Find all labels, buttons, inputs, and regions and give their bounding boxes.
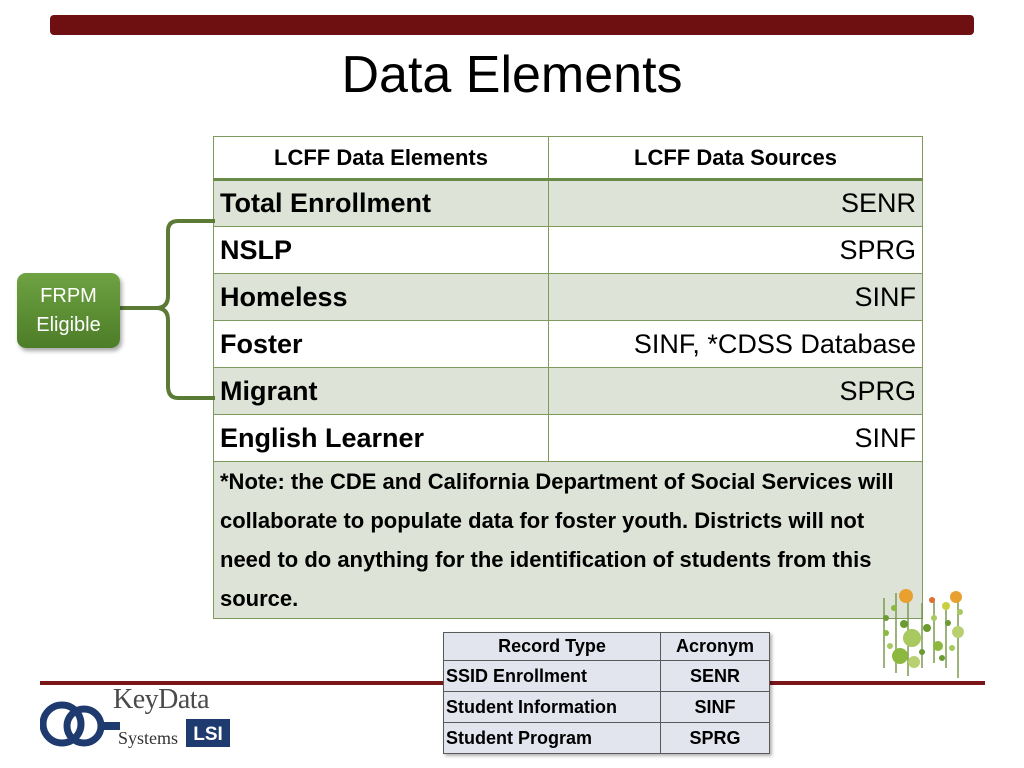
record-type-cell: SSID Enrollment (444, 661, 661, 692)
top-accent-bar (50, 15, 974, 35)
table-row (214, 274, 923, 321)
element-cell: English Learner (214, 415, 549, 462)
logo-subtitle: Systems (118, 728, 179, 748)
slide-title: Data Elements (341, 46, 683, 104)
acronym-cell: SENR (661, 661, 770, 692)
table-row (214, 368, 923, 415)
header-sources: LCFF Data Sources (549, 137, 923, 180)
header-elements: LCFF Data Elements (214, 137, 549, 180)
source-cell: SINF (549, 415, 923, 462)
foster-note: *Note: the CDE and California Department of Social Services will collaborate to populate data for foster youth. Districts will not need to do anything for the identification of students from this source. (214, 462, 923, 619)
table-row (444, 692, 770, 723)
record-type-cell: Student Program (444, 723, 661, 754)
table-row (444, 661, 770, 692)
element-cell: Total Enrollment (214, 180, 549, 227)
source-cell: SPRG (549, 227, 923, 274)
element-cell: Homeless (214, 274, 549, 321)
header-acronym: Acronym (661, 633, 770, 661)
frpm-eligible-badge (17, 273, 120, 348)
note-row (214, 462, 923, 619)
source-cell: SINF (549, 274, 923, 321)
record-type-table (443, 632, 770, 754)
table-row (214, 321, 923, 368)
element-cell: Foster (214, 321, 549, 368)
acronym-cell: SPRG (661, 723, 770, 754)
key-logo-icon (40, 688, 120, 760)
source-cell: SINF, *CDSS Database (549, 321, 923, 368)
acronym-cell: SINF (661, 692, 770, 723)
tree-decoration-icon (872, 588, 972, 683)
table-row (214, 227, 923, 274)
source-cell: SENR (549, 180, 923, 227)
table-row (444, 723, 770, 754)
record-type-cell: Student Information (444, 692, 661, 723)
header-record-type: Record Type (444, 633, 661, 661)
logo-name: KeyData (113, 684, 210, 715)
table-row (214, 180, 923, 227)
ref-header-row (444, 633, 770, 661)
table-header-row (214, 137, 923, 180)
brace-connector (118, 218, 218, 404)
table-row (214, 415, 923, 462)
element-cell: Migrant (214, 368, 549, 415)
source-cell: SPRG (549, 368, 923, 415)
lsi-logo-text: LSI (193, 724, 223, 745)
lsi-logo-icon (186, 719, 230, 747)
eligible-label: Eligible (36, 313, 101, 336)
element-cell: NSLP (214, 227, 549, 274)
lcff-data-table (213, 136, 923, 619)
frpm-label: FRPM (40, 284, 97, 307)
